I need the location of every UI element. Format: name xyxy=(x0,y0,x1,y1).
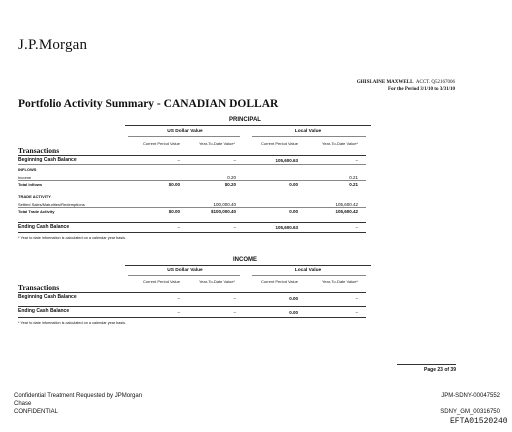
principal-usd-group: US Dollar Value xyxy=(167,129,203,134)
total-inflows-usd-current: $0.00 xyxy=(168,182,180,187)
principal-beginning-local-ytd: – xyxy=(355,158,358,163)
income-col-local-ytd: Year-To-Date Value* xyxy=(321,279,358,284)
period-text: For the Period 3/1/10 to 3/31/10 xyxy=(388,87,455,92)
income-beginning-label: Beginning Cash Balance xyxy=(18,294,77,300)
income-bottom-rule xyxy=(18,317,366,318)
principal-ending-usd-ytd: – xyxy=(233,225,236,230)
settled-label: Settled Sales/Maturities/Redemptions xyxy=(18,202,85,207)
principal-col-local-ytd: Year-To-Date Value* xyxy=(321,141,358,146)
principal-local-group: Local Value xyxy=(294,129,322,134)
ending-rule xyxy=(18,222,366,223)
income-label: Income xyxy=(18,175,32,180)
income-col-usd-ytd: Year-To-Date Value* xyxy=(198,279,235,284)
settled-usd-ytd: 100,000.40 xyxy=(213,202,236,207)
total-trade-usd-current: $0.00 xyxy=(168,209,180,214)
principal-col-usd-ytd: Year-To-Date Value* xyxy=(198,141,235,146)
principal-beginning-local-current: 105,600.63 xyxy=(275,158,298,163)
total-inflows-label: Total Inflows xyxy=(18,182,43,187)
principal-beginning-usd-ytd: – xyxy=(233,158,236,163)
client-name: GHISLAINE MAXWELL xyxy=(356,80,414,85)
income-local-group: Local Value xyxy=(294,268,322,273)
local-group-rule xyxy=(252,136,366,137)
row-rule xyxy=(18,180,366,181)
principal-beginning-label: Beginning Cash Balance xyxy=(18,157,77,163)
principal-header-rule xyxy=(18,155,366,156)
income-section-label: INCOME xyxy=(233,257,257,263)
income-beginning-usd-current: – xyxy=(177,296,180,301)
footer-bates-jpm: JPM-SDNY-00047552 xyxy=(441,393,500,399)
income-col-usd-current: Current Period Value xyxy=(142,279,180,284)
total-inflows-usd-ytd: $0.20 xyxy=(224,182,236,187)
total-inflows-local-current: 0.00 xyxy=(289,182,298,187)
principal-ending-local-current: 105,600.63 xyxy=(275,225,298,230)
income-beginning-local-ytd: – xyxy=(355,296,358,301)
income-ending-rule xyxy=(18,306,366,307)
inflows-label: INFLOWS xyxy=(18,167,37,172)
page-title: Portfolio Activity Summary - CANADIAN DOLLAR xyxy=(18,98,279,110)
principal-ending-local-ytd: – xyxy=(355,225,358,230)
principal-footnote: * Year to date information is calculated on a calendar year basis. xyxy=(18,236,127,240)
income-local-group-rule xyxy=(252,275,366,276)
total-inflows-local-ytd: 0.21 xyxy=(349,182,358,187)
total-trade-label: Total Trade Activity xyxy=(18,209,55,214)
account-info xyxy=(300,79,455,93)
total-trade-usd-ytd: $100,000.40 xyxy=(210,209,236,214)
page-number: Page 23 of 39 xyxy=(424,367,456,373)
total-trade-local-ytd: 105,600.42 xyxy=(335,209,358,214)
income-ending-local-ytd: – xyxy=(355,310,358,315)
total-trade-local-current: 0.00 xyxy=(289,209,298,214)
settled-local-ytd: 105,600.42 xyxy=(335,202,358,207)
usd-group-rule xyxy=(128,136,240,137)
principal-section-label: PRINCIPAL xyxy=(229,117,261,123)
principal-ending-label: Ending Cash Balance xyxy=(18,224,70,230)
footer-left xyxy=(14,392,142,416)
principal-top-rule xyxy=(125,125,371,126)
trade-activity-label: TRADE ACTIVITY xyxy=(18,194,51,199)
principal-ending-usd-current: – xyxy=(177,225,180,230)
principal-col-usd-current: Current Period Value xyxy=(142,141,180,146)
ending-bottom-rule xyxy=(18,232,366,233)
acct-number: Q52167006 xyxy=(431,80,455,85)
income-ending-label: Ending Cash Balance xyxy=(18,308,70,314)
income-usd-group: US Dollar Value xyxy=(167,268,203,273)
principal-transactions-heading: Transactions xyxy=(18,146,60,155)
income-col-local-current: Current Period Value xyxy=(260,279,298,284)
efta-number: EFTA01520240 xyxy=(450,417,508,426)
acct-label: ACCT. xyxy=(415,80,431,85)
income-transactions-heading: Transactions xyxy=(18,283,60,292)
principal-col-local-current: Current Period Value xyxy=(260,141,298,146)
income-local-ytd: 0.21 xyxy=(349,175,358,180)
income-beginning-usd-ytd: – xyxy=(233,296,236,301)
income-usd-group-rule xyxy=(128,275,240,276)
principal-beginning-usd-current: – xyxy=(177,158,180,163)
footer-chase: Chase xyxy=(14,401,32,407)
footer-confidential-treatment: Confidential Treatment Requested by JPMorgan xyxy=(14,393,143,399)
page-rule xyxy=(397,364,456,365)
income-ending-usd-current: – xyxy=(177,310,180,315)
footer-bates-sdny: SDNY_GM_00316750 xyxy=(440,409,500,415)
footer-right xyxy=(420,392,500,416)
row-rule xyxy=(18,207,366,208)
income-footnote: * Year to date information is calculated on a calendar year basis. xyxy=(18,321,127,325)
footer-confidential: CONFIDENTIAL xyxy=(14,409,59,415)
income-header-rule xyxy=(18,292,366,293)
income-beginning-local-current: 0.00 xyxy=(289,296,298,301)
income-top-rule xyxy=(125,265,371,266)
jpmorgan-logo: J.P.Morgan xyxy=(18,37,88,53)
row-rule xyxy=(18,164,366,165)
income-ending-local-current: 0.00 xyxy=(289,310,298,315)
income-ending-usd-ytd: – xyxy=(233,310,236,315)
income-usd-ytd: 0.20 xyxy=(227,175,236,180)
